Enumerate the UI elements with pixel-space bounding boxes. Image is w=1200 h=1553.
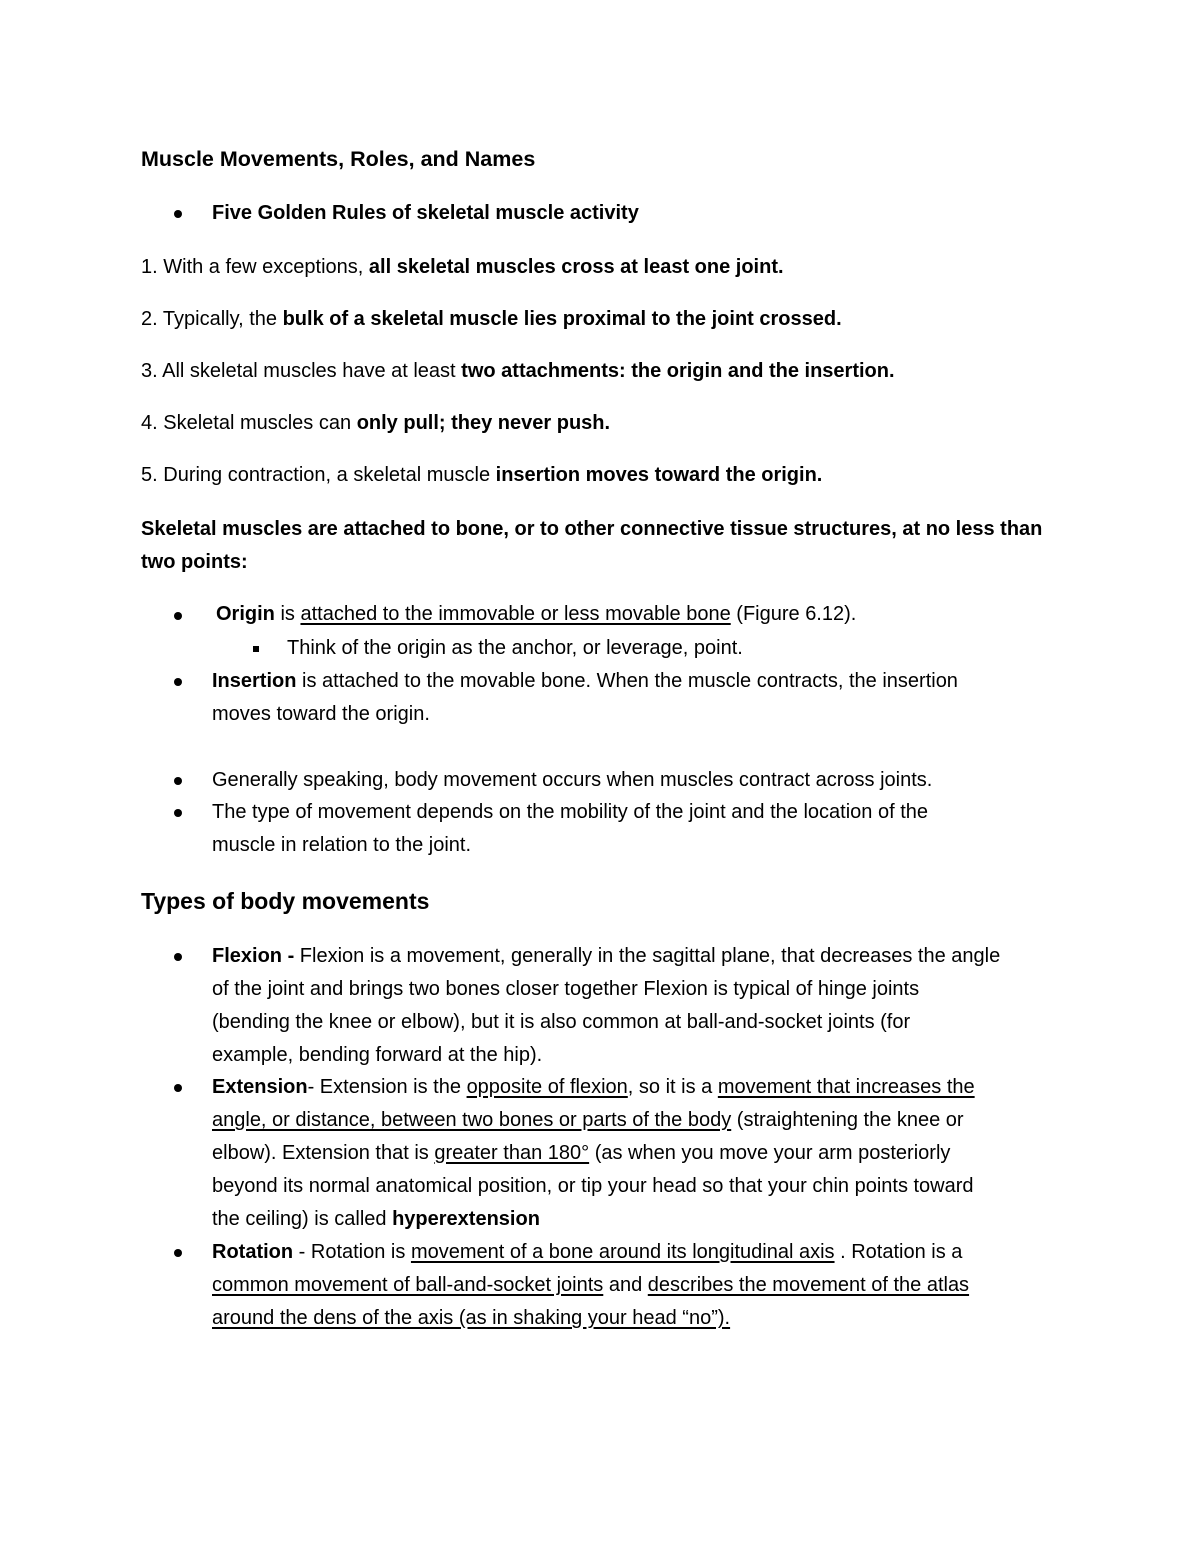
rotation-text: . Rotation is a (840, 1241, 963, 1263)
rule-text: With a few exceptions, (163, 256, 364, 278)
flexion-text: Flexion is a movement, generally in the sagittal plane, that decreases the angle (299, 945, 1001, 967)
insertion-item (212, 665, 958, 698)
origin-figure-ref: (Figure 6.12). (736, 603, 857, 625)
flexion-line-2: of the joint and brings two bones closer together Flexion is typical of hinge joints (212, 978, 920, 1000)
flexion-term: Flexion - (212, 945, 295, 967)
extension-line-5 (212, 1203, 540, 1236)
extension-underlined: opposite of flexion (466, 1076, 628, 1098)
bullet-icon (174, 777, 182, 785)
extension-underlined: movement that increases the (717, 1076, 975, 1098)
rule-number: 4. (141, 412, 158, 434)
origin-underlined: attached to the immovable or less movable bone (300, 603, 731, 625)
flexion-item (212, 940, 1000, 973)
extension-line-4: beyond its normal anatomical position, or tip your head so that your chin points toward (212, 1175, 974, 1197)
rotation-text: and (608, 1274, 643, 1296)
rule-2 (141, 303, 842, 336)
flexion-line-3: (bending the knee or elbow), but it is also common at ball-and-socket joints (for (212, 1011, 911, 1033)
origin-subitem: Think of the origin as the anchor, or leverage, point. (287, 637, 743, 659)
rotation-underlined: movement of a bone around its longitudinal axis (410, 1241, 835, 1263)
rotation-underlined: common movement of ball-and-socket joints (212, 1274, 604, 1296)
extension-item (212, 1071, 975, 1104)
rule-4 (141, 407, 610, 440)
page-title: Muscle Movements, Roles, and Names (141, 147, 536, 171)
rotation-underlined: around the dens of the axis (as in shaking your head “no”). (212, 1307, 731, 1329)
square-bullet-icon (253, 646, 259, 652)
bullet-icon (174, 1249, 182, 1257)
bullet-icon (174, 953, 182, 961)
golden-rules-heading: Five Golden Rules of skeletal muscle activity (212, 202, 639, 224)
rotation-text: - Rotation is (298, 1241, 406, 1263)
rule-number: 3. (141, 360, 158, 382)
rotation-underlined: describes the movement of the atlas (647, 1274, 970, 1296)
bullet-icon (174, 1084, 182, 1092)
rule-number: 2. (141, 308, 158, 330)
general-item-1: Generally speaking, body movement occurs when muscles contract across joints. (212, 769, 933, 791)
extension-term: Extension (212, 1076, 308, 1098)
rule-text: Skeletal muscles can (163, 412, 352, 434)
rule-bold-text: two attachments: the origin and the insertion. (461, 360, 895, 382)
rotation-line-3 (212, 1302, 730, 1335)
rule-text: All skeletal muscles have at least (162, 360, 456, 382)
general-item-2-line-1: The type of movement depends on the mobility of the joint and the location of the (212, 801, 929, 823)
rule-bold-text: only pull; they never push. (356, 412, 611, 434)
types-heading: Types of body movements (141, 888, 430, 914)
extension-line-3 (212, 1137, 950, 1170)
attach-paragraph-line-2: two points: (141, 551, 248, 573)
bullet-icon (174, 809, 182, 817)
bullet-icon (174, 210, 182, 218)
extension-text: - Extension is the (307, 1076, 461, 1098)
rule-1 (141, 251, 784, 284)
extension-underlined: angle, or distance, between two bones or parts of the body (212, 1109, 732, 1131)
insertion-term: Insertion (212, 670, 297, 692)
origin-item (216, 598, 856, 631)
rule-text: During contraction, a skeletal muscle (163, 464, 491, 486)
rotation-line-2 (212, 1269, 969, 1302)
rotation-term: Rotation (212, 1241, 294, 1263)
rule-3 (141, 355, 895, 388)
rule-bold-text: bulk of a skeletal muscle lies proximal to the joint crossed. (282, 308, 842, 330)
rule-text: Typically, the (162, 308, 278, 330)
extension-underlined: greater than 180° (434, 1142, 590, 1164)
origin-term: Origin (216, 603, 275, 625)
extension-text: (as when you move your arm posteriorly (594, 1142, 951, 1164)
extension-text: (straightening the knee or (736, 1109, 964, 1131)
hyperextension-term: hyperextension (392, 1208, 540, 1230)
attach-paragraph-line-1: Skeletal muscles are attached to bone, or to other connective tissue structures, at no less than (141, 518, 1043, 540)
bullet-icon (174, 678, 182, 686)
origin-text: is (280, 603, 295, 625)
extension-text: , so it is a (627, 1076, 713, 1098)
rule-number: 5. (141, 464, 158, 486)
rule-bold-text: insertion moves toward the origin. (495, 464, 823, 486)
extension-text: the ceiling) is called (212, 1208, 387, 1230)
rotation-item (212, 1236, 962, 1269)
general-item-2-line-2: muscle in relation to the joint. (212, 834, 472, 856)
rule-number: 1. (141, 256, 158, 278)
flexion-line-4: example, bending forward at the hip). (212, 1044, 543, 1066)
extension-text: elbow). Extension that is (212, 1142, 429, 1164)
extension-line-2 (212, 1104, 964, 1137)
insertion-line-2: moves toward the origin. (212, 703, 430, 725)
insertion-text: is attached to the movable bone. When the muscle contracts, the insertion (302, 670, 958, 692)
rule-bold-text: all skeletal muscles cross at least one joint. (368, 256, 784, 278)
bullet-icon (174, 612, 182, 620)
rule-5 (141, 459, 822, 492)
